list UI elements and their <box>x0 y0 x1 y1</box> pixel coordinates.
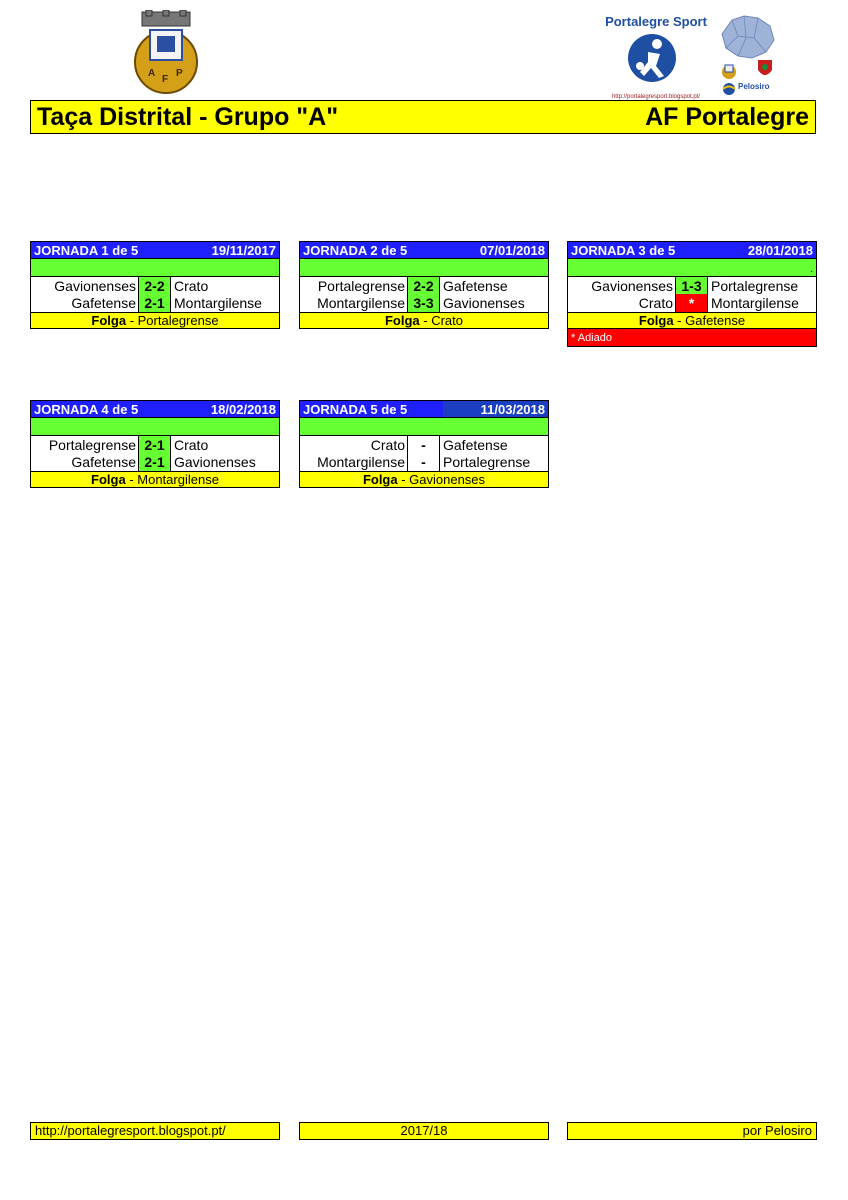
home-team: Gafetense <box>31 453 139 471</box>
away-team: Gavionenses <box>174 454 256 470</box>
match-score: - <box>408 435 440 453</box>
crest-small-icon <box>720 62 738 80</box>
folga-row <box>299 471 549 488</box>
away-team: Portalegrense <box>443 454 531 470</box>
match-row <box>568 294 816 312</box>
away-team: Crato <box>171 435 279 454</box>
folga-label: Folga <box>638 313 674 328</box>
jornada-header <box>299 400 549 418</box>
footer-author: por Pelosiro <box>567 1122 817 1140</box>
match-row <box>31 435 279 453</box>
match-score: 1-3 <box>676 276 708 294</box>
district-map-icon <box>714 12 778 62</box>
folga-row <box>299 312 549 329</box>
postponed-note: * Adiado <box>567 329 817 347</box>
jornada-status-row: . <box>567 259 817 276</box>
jornada-status-row <box>30 259 280 276</box>
home-team: Gavionenses <box>31 276 139 294</box>
away-team: Crato <box>171 276 279 295</box>
home-team: Gavionenses <box>568 276 676 294</box>
footer-url: http://portalegresport.blogspot.pt/ <box>30 1122 280 1140</box>
folga-team: - Montargilense <box>125 472 219 487</box>
jornada-date: 18/02/2018 <box>210 401 276 417</box>
jornada-header <box>567 241 817 259</box>
pelosiro-ball-icon <box>720 82 738 96</box>
match-score: 2-1 <box>139 294 171 312</box>
match-row <box>31 453 279 471</box>
folga-team: - Gavionenses <box>397 472 486 487</box>
match-score: - <box>408 453 440 471</box>
portalegre-sport-logo <box>596 8 786 100</box>
jornada-status-row <box>30 418 280 435</box>
away-team: Portalegrense <box>708 276 816 295</box>
match-row <box>31 276 279 294</box>
match-score: 2-2 <box>408 276 440 294</box>
home-team: Crato <box>300 435 408 453</box>
jornada-card <box>299 400 549 488</box>
folga-team: - Portalegrense <box>126 313 219 328</box>
match-row <box>300 294 548 312</box>
af-portalegre-crest-logo <box>128 10 204 94</box>
match-row <box>300 276 548 294</box>
jornada-header <box>30 241 280 259</box>
title-bar <box>30 100 816 134</box>
home-team: Montargilense <box>300 294 408 312</box>
association-name: AF Portalegre <box>645 102 809 131</box>
match-row <box>568 276 816 294</box>
pelosiro-brand: Pelosiro <box>738 82 770 91</box>
folga-team: - Gafetense <box>673 313 746 328</box>
jornada-title: JORNADA 1 de 5 <box>34 242 139 258</box>
match-row <box>31 294 279 312</box>
away-team: Gavionenses <box>443 295 525 311</box>
away-team: Montargilense <box>711 295 799 311</box>
jornada-title: JORNADA 3 de 5 <box>571 242 676 258</box>
match-score: 3-3 <box>408 294 440 312</box>
match-row <box>300 453 548 471</box>
folga-label: Folga <box>384 313 420 328</box>
portalegre-sport-url: http://portalegresport.blogspot.pt/ <box>611 94 701 100</box>
match-list <box>567 276 817 312</box>
jornada-header <box>30 400 280 418</box>
jornada-date: 11/03/2018 <box>443 401 548 417</box>
portalegre-sport-title: Portalegre Sport <box>605 14 707 29</box>
page-title: Taça Distrital - Grupo "A" <box>37 102 339 131</box>
fpf-crest-icon <box>756 58 774 80</box>
match-score: 2-1 <box>139 453 171 471</box>
folga-row <box>30 312 280 329</box>
folga-row <box>30 471 280 488</box>
folga-label: Folga <box>91 472 126 487</box>
jornada-date: 07/01/2018 <box>479 242 545 258</box>
jornada-status-row <box>299 418 549 435</box>
home-team: Crato <box>568 294 676 312</box>
jornada-card <box>30 241 280 329</box>
away-team: Gafetense <box>440 435 548 454</box>
svg-text:A: A <box>148 68 156 79</box>
jornada-card <box>30 400 280 488</box>
home-team: Portalegrense <box>31 435 139 453</box>
match-row <box>300 435 548 453</box>
folga-label: Folga <box>91 313 127 328</box>
jornada-title: JORNADA 5 de 5 <box>303 401 408 417</box>
away-team: Montargilense <box>174 295 262 311</box>
away-team: Gafetense <box>440 276 548 295</box>
match-list <box>30 276 280 312</box>
folga-row <box>567 312 817 329</box>
jornada-date: 19/11/2017 <box>211 242 276 258</box>
jornada-title: JORNADA 4 de 5 <box>34 401 139 417</box>
jornada-card <box>299 241 549 329</box>
match-list <box>30 435 280 471</box>
jornada-date: 28/01/2018 <box>747 242 813 258</box>
home-team: Gafetense <box>31 294 139 312</box>
jornada-status-row <box>299 259 549 276</box>
jornada-header <box>299 241 549 259</box>
home-team: Portalegrense <box>300 276 408 294</box>
jornada-title: JORNADA 2 de 5 <box>303 242 408 258</box>
match-score: 2-2 <box>139 276 171 294</box>
footer-season: 2017/18 <box>299 1122 549 1140</box>
soccer-player-icon <box>626 32 678 84</box>
match-list <box>299 276 549 312</box>
match-score: 2-1 <box>139 435 171 453</box>
jornada-card <box>567 241 817 347</box>
folga-label: Folga <box>362 472 398 487</box>
svg-text:P: P <box>176 68 183 79</box>
folga-team: - Crato <box>419 313 463 328</box>
svg-text:F: F <box>162 74 169 85</box>
home-team: Montargilense <box>300 453 408 471</box>
match-list <box>299 435 549 471</box>
match-score-postponed: * <box>676 294 708 312</box>
